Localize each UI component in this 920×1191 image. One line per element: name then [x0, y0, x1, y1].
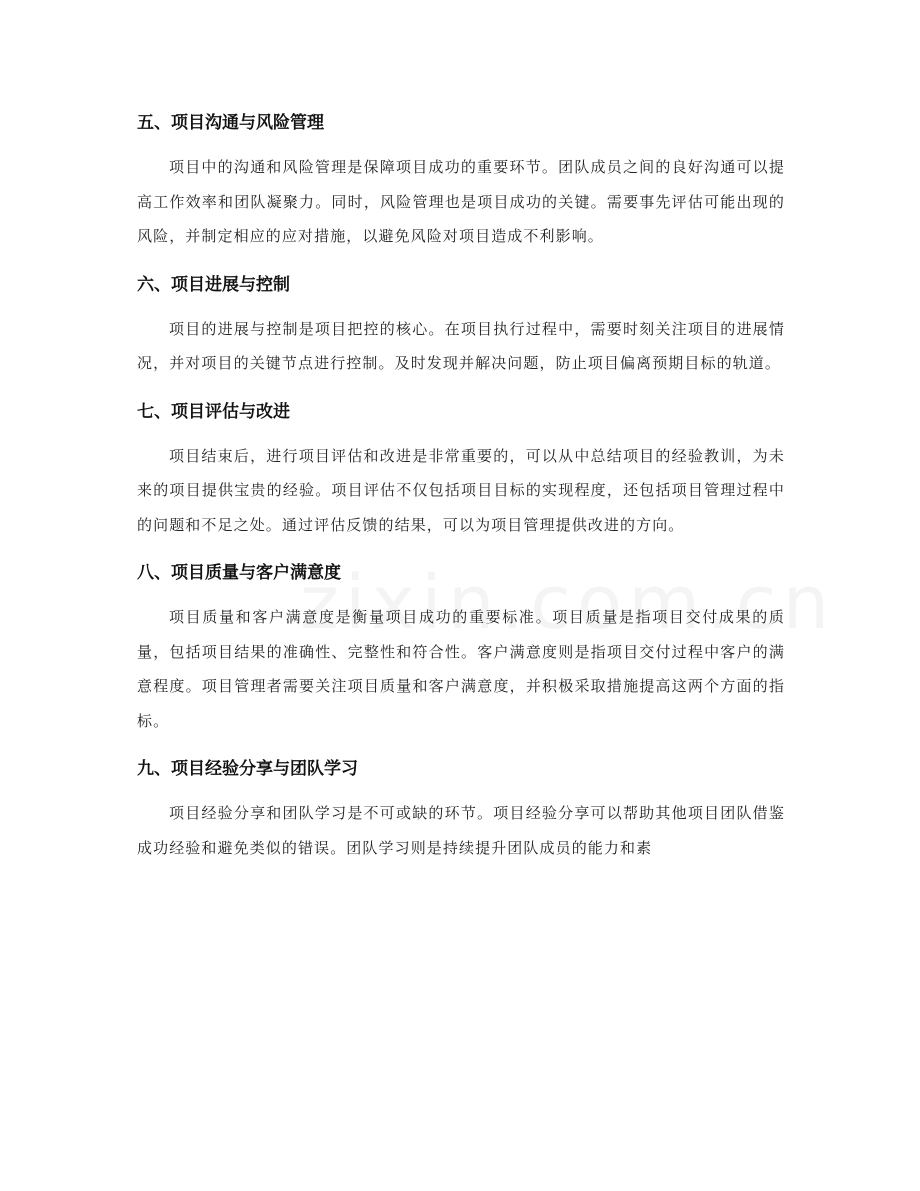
- section-heading: 七、项目评估与改进: [137, 401, 290, 422]
- section-paragraph: 项目结束后，进行项目评估和改进是非常重要的，可以从中总结项目的经验教训，为未来的项目提供宝贵的经验。项目评估不仅包括项目目标的实现程度，还包括项目管理过程中的问题和不足之处。通过评估反馈的结果，可以为项目管理提供改进的方向。: [137, 446, 785, 534]
- section-paragraph: 项目经验分享和团队学习是不可或缺的环节。项目经验分享可以帮助其他项目团队借鉴成功经验和避免类似的错误。团队学习则是持续提升团队成员的能力和素: [137, 804, 785, 857]
- section-evaluation-improvement: [137, 393, 785, 543]
- section-progress-control: [137, 266, 785, 381]
- section-heading: 五、项目沟通与风险管理: [137, 113, 324, 133]
- document-content: [137, 104, 785, 877]
- section-heading: 八、项目质量与客户满意度: [137, 563, 341, 583]
- section-heading: 六、项目进展与控制: [137, 274, 290, 295]
- section-quality-satisfaction: [137, 554, 785, 738]
- section-experience-learning: [137, 750, 785, 865]
- section-paragraph: 项目中的沟通和风险管理是保障项目成功的重要环节。团队成员之间的良好沟通可以提高工作效率和团队凝聚力。同时，风险管理也是项目成功的关键。需要事先评估可能出现的风险，并制定相应的应对措施，以避免风险对项目造成不利影响。: [137, 158, 785, 245]
- section-heading: 九、项目经验分享与团队学习: [137, 759, 358, 779]
- section-communication-risk: [137, 104, 785, 254]
- section-paragraph: 项目的进展与控制是项目把控的核心。在项目执行过程中，需要时刻关注项目的进展情况，并对项目的关键节点进行控制。及时发现并解决问题，防止项目偏离预期目标的轨道。: [137, 319, 785, 372]
- section-paragraph: 项目质量和客户满意度是衡量项目成功的重要标准。项目质量是指项目交付成果的质量，包括项目结果的准确性、完整性和符合性。客户满意度则是指项目交付过程中客户的满意程度。项目管理者需要关注项目质量和客户满意度，并积极采取措施提高这两个方面的指标。: [137, 608, 785, 730]
